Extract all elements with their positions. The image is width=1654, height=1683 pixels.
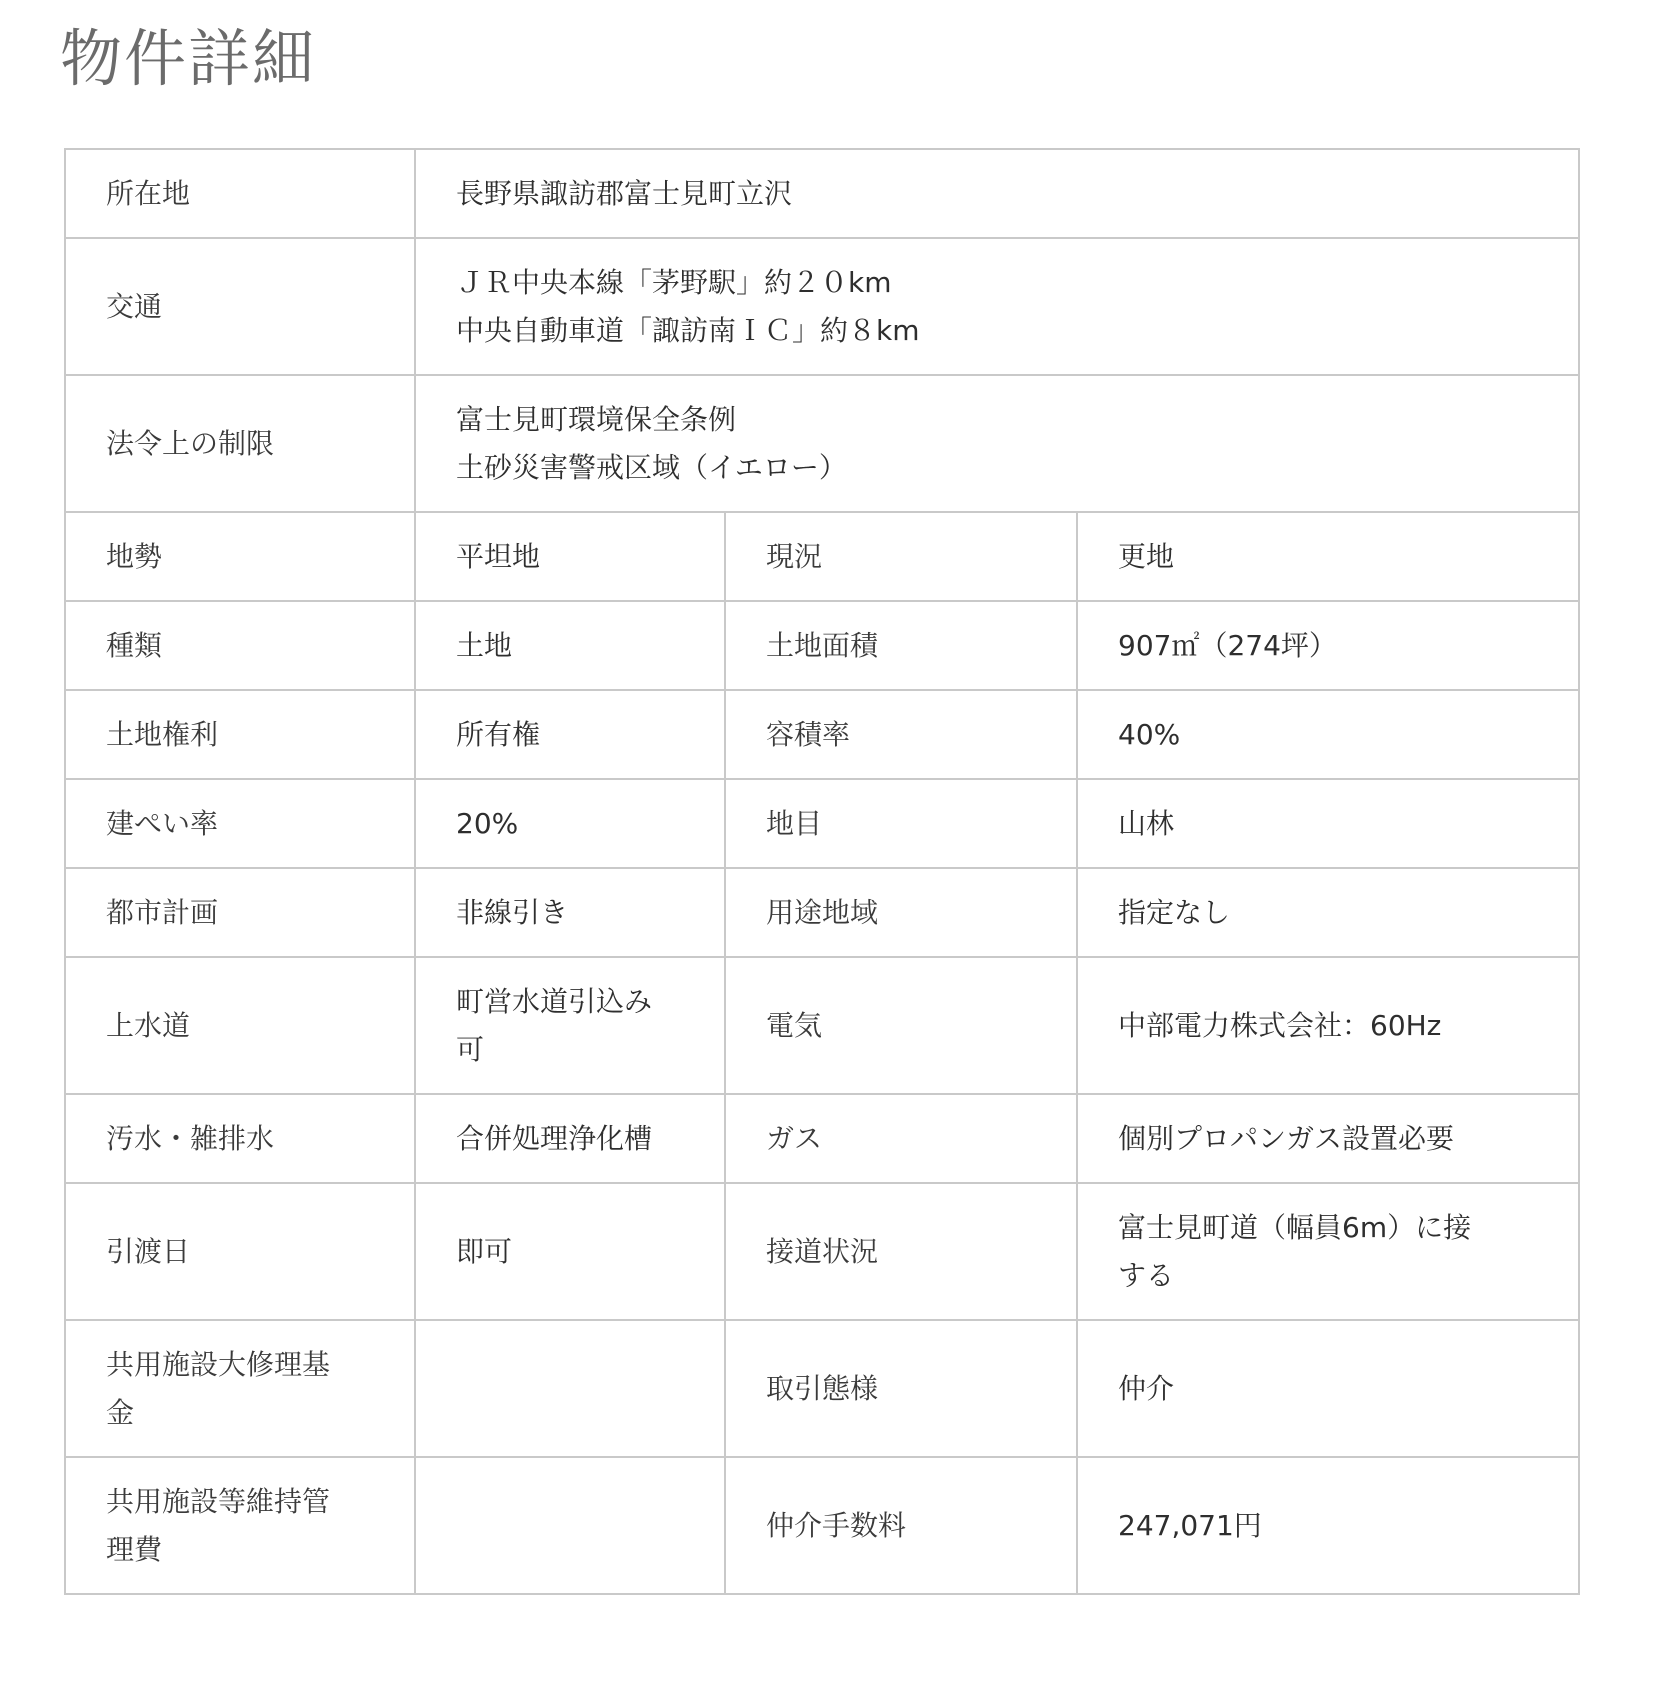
city-planning-label: 都市計画 [65, 868, 415, 957]
transport-label: 交通 [65, 238, 415, 375]
brokerage-fee-value: 247,071円 [1077, 1457, 1579, 1594]
table-row [65, 690, 1579, 779]
transport-value [415, 238, 1579, 375]
legal-restriction-line: 富士見町環境保全条例 [456, 402, 737, 436]
table-row [65, 1094, 1579, 1183]
road-access-label: 接道状況 [725, 1183, 1077, 1320]
brokerage-fee-label: 仲介手数料 [725, 1457, 1077, 1594]
wastewater-label: 汚水・雑排水 [65, 1094, 415, 1183]
electricity-value: 中部電力株式会社：60Hz [1077, 957, 1579, 1094]
maintenance-fee-label-line: 理費 [106, 1532, 163, 1566]
road-access-line: 富士見町道（幅員6m）に接 [1118, 1210, 1472, 1244]
water-supply-line: 可 [456, 1032, 485, 1066]
maintenance-fee-label [65, 1457, 415, 1594]
transport-line: ＪＲ中央本線「茅野駅」約２０km [456, 265, 892, 299]
table-row [65, 868, 1579, 957]
water-supply-line: 町営水道引込み [456, 984, 653, 1018]
table-row [65, 1183, 1579, 1320]
table-row [65, 512, 1579, 601]
table-row [65, 601, 1579, 690]
legal-restriction-line: 土砂災害警戒区域（イエロー） [456, 450, 847, 484]
handover-date-label: 引渡日 [65, 1183, 415, 1320]
legal-restriction-value [415, 375, 1579, 512]
floor-area-ratio-label: 容積率 [725, 690, 1077, 779]
transport-line: 中央自動車道「諏訪南ＩＣ」約８km [456, 313, 920, 347]
road-access-line: する [1118, 1258, 1175, 1292]
terrain-value: 平坦地 [415, 512, 725, 601]
type-label: 種類 [65, 601, 415, 690]
transaction-type-value: 仲介 [1077, 1320, 1579, 1457]
type-value: 土地 [415, 601, 725, 690]
location-value: 長野県諏訪郡富士見町立沢 [415, 149, 1579, 238]
page-title: 物件詳細 [60, 22, 317, 95]
table-row [65, 1320, 1579, 1457]
wastewater-value: 合併処理浄化槽 [415, 1094, 725, 1183]
table-row [65, 238, 1579, 375]
current-state-label: 現況 [725, 512, 1077, 601]
gas-value: 個別プロパンガス設置必要 [1077, 1094, 1579, 1183]
legal-restriction-label: 法令上の制限 [65, 375, 415, 512]
building-coverage-value: 20% [415, 779, 725, 868]
table-row [65, 149, 1579, 238]
repair-fund-label-line: 共用施設大修理基 [106, 1347, 331, 1381]
land-rights-value: 所有権 [415, 690, 725, 779]
terrain-label: 地勢 [65, 512, 415, 601]
property-detail-table [64, 148, 1580, 1595]
road-access-value [1077, 1183, 1579, 1320]
repair-fund-label-line: 金 [106, 1395, 135, 1429]
zoning-label: 用途地域 [725, 868, 1077, 957]
electricity-label: 電気 [725, 957, 1077, 1094]
water-supply-value [415, 957, 725, 1094]
zoning-value: 指定なし [1077, 868, 1579, 957]
table-row [65, 779, 1579, 868]
land-category-value: 山林 [1077, 779, 1579, 868]
current-state-value: 更地 [1077, 512, 1579, 601]
gas-label: ガス [725, 1094, 1077, 1183]
land-area-label: 土地面積 [725, 601, 1077, 690]
water-supply-label: 上水道 [65, 957, 415, 1094]
location-label: 所在地 [65, 149, 415, 238]
transaction-type-label: 取引態様 [725, 1320, 1077, 1457]
city-planning-value: 非線引き [415, 868, 725, 957]
handover-date-value: 即可 [415, 1183, 725, 1320]
floor-area-ratio-value: 40% [1077, 690, 1579, 779]
table-row [65, 1457, 1579, 1594]
repair-fund-label [65, 1320, 415, 1457]
table-row [65, 957, 1579, 1094]
repair-fund-value [415, 1320, 725, 1457]
building-coverage-label: 建ぺい率 [65, 779, 415, 868]
land-rights-label: 土地権利 [65, 690, 415, 779]
maintenance-fee-label-line: 共用施設等維持管 [106, 1484, 331, 1518]
land-area-value: 907㎡（274坪） [1077, 601, 1579, 690]
land-category-label: 地目 [725, 779, 1077, 868]
table-row [65, 375, 1579, 512]
maintenance-fee-value [415, 1457, 725, 1594]
